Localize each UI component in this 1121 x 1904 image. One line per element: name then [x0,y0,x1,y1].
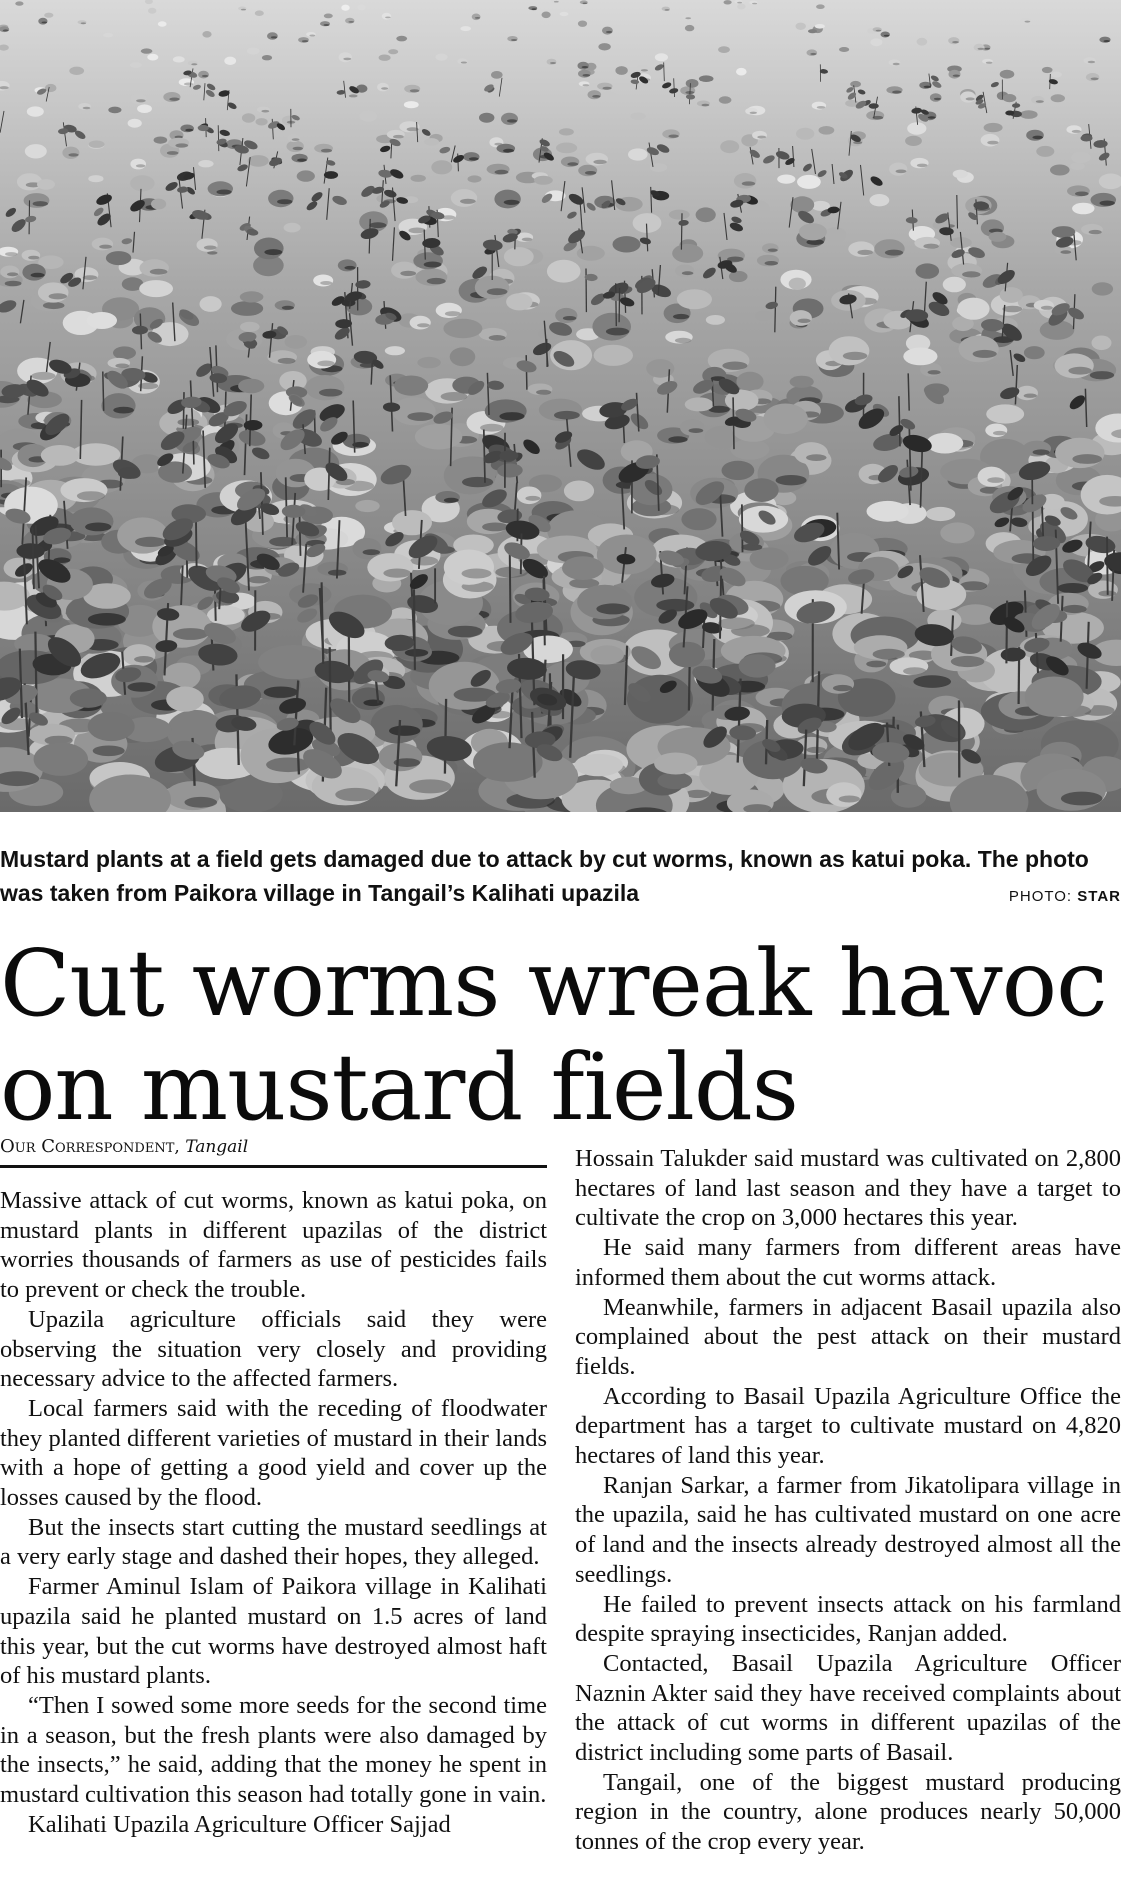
paragraph: Upazila agriculture officials said they were observing the situation very closely and providing necessary advice to the affected farmers. [0,1305,547,1393]
caption-line-2: was taken from Paikora village in Tangail’s Kalihati upazila [0,880,640,906]
paragraph: Kalihati Upazila Agriculture Officer Sajjad [28,1810,451,1838]
paragraph: Farmer Aminul Islam of Paikora village in Kalihati upazila said he planted mustard on 1.5 acres of land this year, but the cut worms have destroyed almost haft of his mustard plants. [0,1573,547,1690]
byline [0,1136,547,1168]
paragraph: “Then I sowed some more seeds for the second time in a season, but the fresh plants were also damaged by the insects,” he said, adding that the money he spent in mustard cultivation this season had totally gone in vain. [0,1691,547,1809]
paragraph: Contacted, Basail Upazila Agriculture Officer Naznin Akter said they have received complaints about the attack of cut worms in different upazilas of the district including some parts of Basail. [575,1649,1121,1767]
headline-line-1: Cut worms wreak havoc [0,930,1107,1037]
paragraph: According to Basail Upazila Agriculture Office the department has a target to cultivate mustard on 4,820 hectares of land this year. [575,1382,1121,1470]
article-column-2 [575,1144,1121,1857]
photo-caption [0,842,1121,914]
photo-credit-source: STAR [1077,888,1121,905]
headline [0,932,1121,1140]
paragraph: Hossain Talukder said mustard was cultivated on 2,800 hectares of land last season and they have a target to cultivate the crop on 3,000 hectares this year. [575,1145,1121,1232]
photo-credit [1009,880,1121,914]
paragraph: But the insects start cutting the mustard seedlings at a very early stage and dashed their hopes, they alleged. [0,1513,547,1571]
photo-credit-prefix: PHOTO: [1008,888,1078,905]
byline-name: Our Correspondent [0,1136,175,1157]
paragraph: Meanwhile, farmers in adjacent Basail upazila also complained about the pest attack on their mustard fields. [575,1293,1121,1380]
paragraph: Ranjan Sarkar, a farmer from Jikatolipara village in the upazila, said he has cultivated mustard on one acre of land and the insects already destroyed almost all the seedlings. [575,1471,1121,1588]
article-column-1 [0,1186,547,1839]
byline-separator: , [174,1137,186,1157]
caption-line-1: Mustard plants at a field gets damaged due to attack by cut worms, known as katui poka. The photo [0,846,1089,872]
paragraph: He failed to prevent insects attack on his farmland despite spraying insecticides, Ranjan added. [575,1590,1121,1648]
byline-place: Tangail [185,1137,249,1157]
paragraph: He said many farmers from different areas have informed them about the cut worms attack. [575,1234,1121,1291]
paragraph: Local farmers said with the receding of floodwater they planted different varieties of mustard in their lands with a hope of getting a good yield and cover up the losses caused by the flood. [0,1394,547,1512]
headline-line-2: on mustard fields [0,1034,798,1141]
paragraph: Massive attack of cut worms, known as katui poka, on mustard plants in different upazilas of the district worries thousands of farmers as use of pesticides fails to prevent or check the trouble. [0,1187,547,1304]
mustard-field-photo [0,0,1121,812]
paragraph: Tangail, one of the biggest mustard producing region in the country, alone produces nearly 50,000 tonnes of the crop every year. [575,1768,1121,1856]
news-photo [0,0,1121,812]
